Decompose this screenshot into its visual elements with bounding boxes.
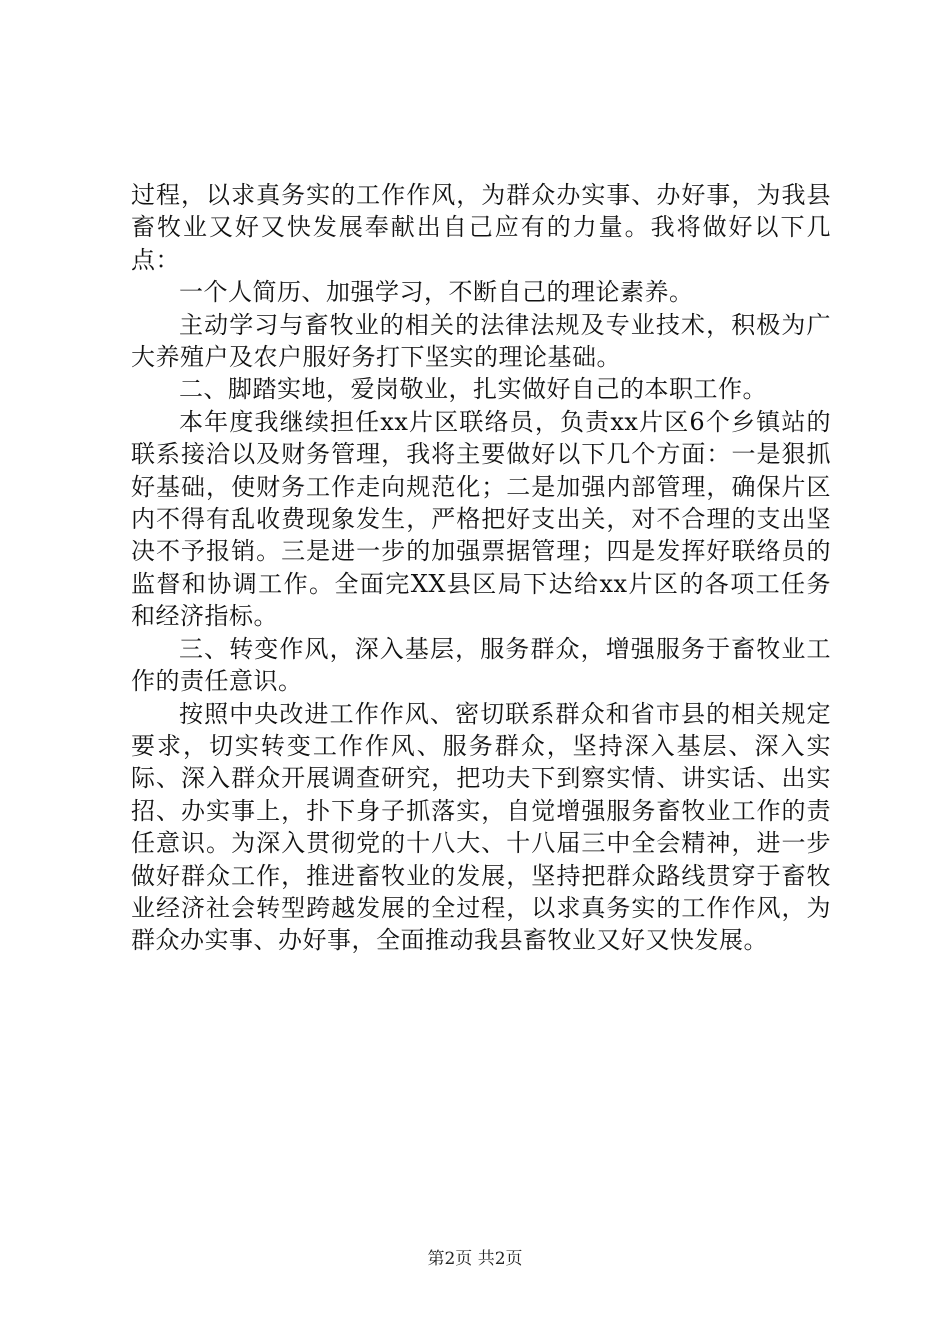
paragraph-3: 主动学习与畜牧业的相关的法律法规及专业技术，积极为广大养殖户及农户服好务打下坚实的理论基础。 — [131, 310, 831, 372]
paragraph-4: 二、脚踏实地，爱岗敬业，扎实做好自己的本职工作。 — [179, 375, 767, 404]
paragraph-2: 一个人简历、加强学习，不断自己的理论素养。 — [179, 278, 694, 307]
paragraph-5: 本年度我继续担任xx片区联络员，负责xx片区6个乡镇站的联系接洽以及财务管理，我将主要做好以下几个方面：一是狠抓好基础，使财务工作走向规范化；二是加强内部管理，确保片区内不得有乱收费现象发生，严格把好支出关，对不合理的支出坚决不予报销。三是进一步的加强票据管理；四是发挥好联络员的监督和协调工作。全面完XX县区局下达给xx片区的各项工任务和经济指标。 — [131, 407, 831, 631]
paragraph-1: 过程，以求真务实的工作作风，为群众办实事、办好事，为我县畜牧业又好又快发展奉献出自己应有的力量。我将做好以下几点： — [131, 181, 831, 274]
paragraph-6: 三、转变作风，深入基层，服务群众，增强服务于畜牧业工作的责任意识。 — [131, 634, 831, 696]
document-body — [131, 179, 831, 957]
page-footer: 第2页 共2页 — [427, 1249, 523, 1269]
paragraph-7: 按照中央改进工作作风、密切联系群众和省市县的相关规定要求，切实转变工作作风、服务群众，坚持深入基层、深入实际、深入群众开展调查研究，把功夫下到察实情、讲实话、出实招、办实事上，扑下身子抓落实，自觉增强服务畜牧业工作的责任意识。为深入贯彻党的十八大、十八届三中全会精神，进一步做好群众工作，推进畜牧业的发展，坚持把群众路线贯穿于畜牧业经济社会转型跨越发展的全过程，以求真务实的工作作风，为群众办实事、办好事，全面推动我县畜牧业又好又快发展。 — [131, 699, 831, 955]
